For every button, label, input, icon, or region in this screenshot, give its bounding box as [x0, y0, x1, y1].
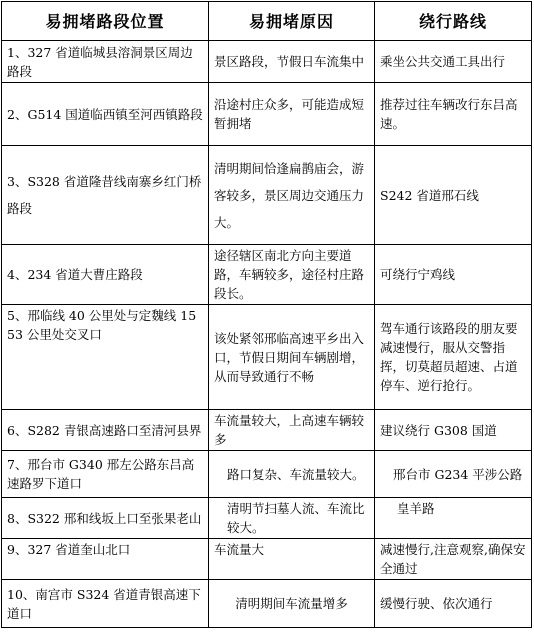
cell-location: 6、S282 青银高速路口至清河县界 — [2, 410, 209, 451]
cell-reason: 清明期间车流量增多 — [209, 580, 375, 628]
cell-location: 8、S322 邢和线坂上口至张果老山 — [2, 498, 209, 539]
cell-detour: 推荐过往车辆改行东吕高速。 — [375, 83, 532, 146]
cell-reason: 景区路段，节假日车流集中 — [209, 41, 375, 83]
cell-detour: 邢台市 G234 平涉公路 — [375, 451, 532, 498]
cell-detour: S242 省道邢石线 — [375, 146, 532, 245]
cell-reason: 车流量较大，上高速车辆较多 — [209, 410, 375, 451]
congestion-table — [1, 1, 532, 628]
table-header-row — [2, 2, 532, 41]
table-row — [2, 498, 532, 539]
cell-reason: 途径辖区南北方向主要道路，车辆较多，途径村庄路段长。 — [209, 245, 375, 305]
cell-detour: 皇羊路 — [375, 498, 532, 539]
table-row — [2, 245, 532, 305]
cell-location: 10、南宫市 S324 省道青银高速下道口 — [2, 580, 209, 628]
header-detour: 绕行路线 — [375, 2, 532, 41]
cell-location: 9、327 省道奎山北口 — [2, 539, 209, 580]
table-row — [2, 451, 532, 498]
cell-detour: 建议绕行 G308 国道 — [375, 410, 532, 451]
table-row — [2, 305, 532, 410]
cell-reason: 路口复杂、车流量较大。 — [209, 451, 375, 498]
cell-detour: 驾车通行该路段的朋友要减速慢行，服从交警指挥，切莫超员超速、占道停车、逆行抢行。 — [375, 305, 532, 410]
cell-reason: 清明期间恰逢扁鹊庙会，游客较多，景区周边交通压力大。 — [209, 146, 375, 245]
cell-location: 1、327 省道临城县溶洞景区周边路段 — [2, 41, 209, 83]
table-row — [2, 41, 532, 83]
cell-reason: 车流量大 — [209, 539, 375, 580]
table-row — [2, 83, 532, 146]
cell-location: 4、234 省道大曹庄路段 — [2, 245, 209, 305]
cell-detour: 缓慢行驶、依次通行 — [375, 580, 532, 628]
cell-location: 7、邢台市 G340 邢左公路东吕高速路罗下道口 — [2, 451, 209, 498]
cell-reason: 清明节扫墓人流、车流比较大。 — [209, 498, 375, 539]
table-row — [2, 580, 532, 628]
cell-detour: 乘坐公共交通工具出行 — [375, 41, 532, 83]
cell-location: 5、邢临线 40 公里处与定魏线 1553 公里处交叉口 — [2, 305, 209, 410]
cell-reason: 该处紧邻邢临高速平乡出入口，节假日期间车辆剧增，从而导致通行不畅 — [209, 305, 375, 410]
cell-detour: 可绕行宁鸡线 — [375, 245, 532, 305]
cell-detour: 减速慢行,注意观察,确保安全通过 — [375, 539, 532, 580]
cell-reason: 沿途村庄众多，可能造成短暂拥堵 — [209, 83, 375, 146]
header-location: 易拥堵路段位置 — [2, 2, 209, 41]
cell-location: 3、S328 省道隆昔线南寨乡红门桥路段 — [2, 146, 209, 245]
table-row — [2, 146, 532, 245]
header-reason: 易拥堵原因 — [209, 2, 375, 41]
table-row — [2, 539, 532, 580]
table-row — [2, 410, 532, 451]
cell-location: 2、G514 国道临西镇至河西镇路段 — [2, 83, 209, 146]
